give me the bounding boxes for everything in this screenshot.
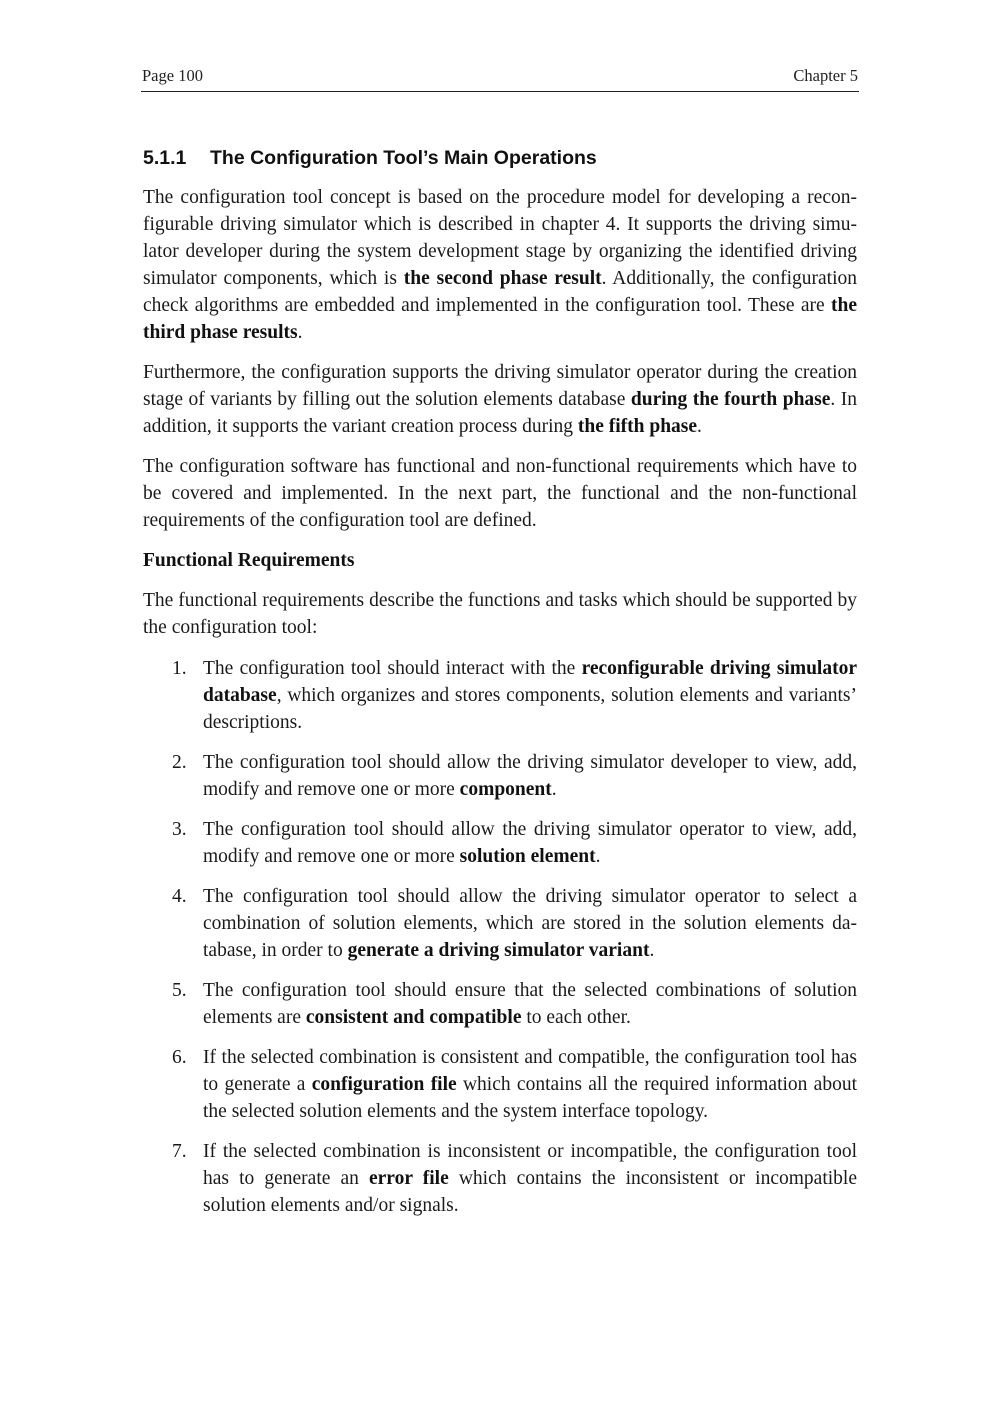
chapter-label: Chapter 5 (793, 66, 858, 85)
paragraph-2-bold-a: during the fourth phase (630, 389, 831, 410)
list-item-number: 1. (172, 658, 187, 679)
paragraph-2-text-b: . In addition, it supports the variant creation process during (143, 389, 858, 437)
list-item-number: 3. (172, 819, 187, 840)
list-item-text: which contains the inconsistent or incompatible solution elements and/or signals. (203, 1168, 857, 1216)
list-item-text: If the selected combination is inconsistent or incompatible, the configuration tool has to generate an (203, 1141, 857, 1189)
list-item-text: The configuration tool should interact with the (203, 658, 582, 679)
list-item-text: The configuration tool should allow the driving simulator developer to view, add, modify and remove one or more (203, 752, 857, 800)
requirements-list (143, 655, 857, 1219)
page-header (141, 64, 859, 92)
list-item-bold: solution element (459, 846, 596, 867)
list-item-bold: error file (368, 1168, 449, 1189)
paragraph-1-text-b: . Additionally, the configuration check algorithms are embedded and implemented in the configuration tool. These are (143, 268, 857, 316)
list-item-text: . (551, 779, 557, 800)
page-number: Page 100 (142, 66, 203, 85)
paragraph-2-text-c: . (697, 416, 702, 437)
list-item-bold: generate a driving simulator variant (347, 940, 650, 961)
list-item-text: The configuration tool should ensure that the selected combinations of solution elements are (203, 980, 857, 1028)
paragraph-2 (143, 359, 857, 440)
paragraph-1-text-a: The configuration tool concept is based on the procedure model for developing a reconfigurable driving simulator which is described in chapter 4. It supports the driving simulator developer during the system development stage by organizing the identified driving simulator components, which is (143, 187, 857, 289)
paragraph-2-text-a: Furthermore, the configuration supports the driving simulator operator during the creation stage of variants by filling out the solution elements database (143, 362, 857, 410)
section-heading (143, 145, 857, 172)
paragraph-4: The functional requirements describe the functions and tasks which should be supported by the configuration tool: (143, 590, 857, 638)
list-item-number: 5. (172, 980, 187, 1001)
section-title: The Configuration Tool’s Main Operations (210, 147, 597, 169)
list-item-number: 7. (172, 1141, 187, 1162)
section-number: 5.1.1 (143, 147, 187, 169)
list-item-text: . (649, 940, 655, 961)
functional-requirements-heading: Functional Requirements (143, 550, 355, 571)
list-item (143, 883, 857, 964)
list-item-bold: configuration file (311, 1074, 457, 1095)
list-item (143, 1138, 857, 1219)
list-item (143, 655, 857, 736)
list-item-bold: consistent and compatible (305, 1007, 522, 1028)
paragraph-3: The configuration software has functional and non-functional requirements which have to be covered and implemented. In the next part, the functional and the non-functional requirements of the configuration tool are defined. (143, 456, 857, 531)
list-item-number: 2. (172, 752, 187, 773)
list-item (143, 749, 857, 803)
list-item-text: The configuration tool should allow the driving simulator operator to view, add, modify and remove one or more (203, 819, 857, 867)
list-item-text: If the selected combination is consistent and compatible, the configuration tool has to generate a (203, 1047, 857, 1095)
list-item-text: to each other. (521, 1007, 631, 1028)
list-item-bold: reconfigurable driving simulator database (203, 658, 857, 706)
list-item-bold: component (459, 779, 552, 800)
paragraph-2-bold-b: the fifth phase (577, 416, 698, 437)
list-item-text: The configuration tool should allow the driving simulator operator to select a combination of solution elements, which are stored in the solution elements database, in order to (203, 886, 857, 961)
list-item (143, 816, 857, 870)
page-body (143, 145, 857, 1232)
list-item-text: which contains all the required information about the selected solution elements and the system interface topology. (203, 1074, 858, 1122)
list-item-text: . (595, 846, 601, 867)
paragraph-1-text-c: . (297, 322, 303, 343)
list-item-number: 6. (172, 1047, 187, 1068)
paragraph-1-bold-a: the second phase result (403, 268, 602, 289)
paragraph-1-bold-b: the third phase results (143, 295, 857, 343)
list-item-number: 4. (172, 886, 187, 907)
paragraph-1 (143, 184, 857, 346)
list-item (143, 977, 857, 1031)
list-item (143, 1044, 857, 1125)
list-item-text: , which organizes and stores components, solution elements and variants’ descriptions. (203, 685, 857, 733)
